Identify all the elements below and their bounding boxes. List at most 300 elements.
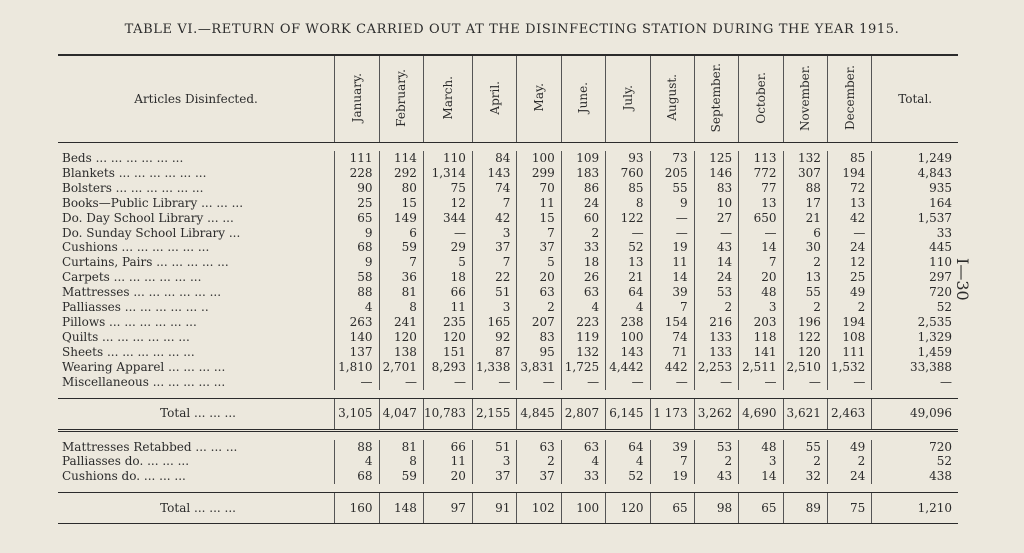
row-label: Pillows ... ... ... ... ... ...	[62, 314, 197, 329]
table-rule	[58, 143, 958, 152]
cell-value: 37	[472, 469, 516, 484]
cell-value: 33	[561, 240, 605, 255]
table-title: TABLE VI.—RETURN OF WORK CARRIED OUT AT THE DISINFECTING STATION DURING THE YEAR 1915.	[124, 22, 900, 37]
cell-value: 7	[650, 300, 694, 315]
cell-value: 6	[783, 226, 827, 241]
cell-value: 83	[694, 181, 738, 196]
cell-value: 160	[335, 493, 379, 524]
cell-value: 8	[379, 454, 423, 469]
cell-value: 24	[827, 469, 871, 484]
cell-value: 7	[650, 454, 694, 469]
row-label: Palliasses ... ... ... ... ... ..	[62, 300, 209, 315]
cell-value: 2	[517, 454, 561, 469]
cell-total: 438	[872, 469, 958, 484]
cell-value: 207	[517, 315, 561, 330]
cell-value: —	[335, 375, 379, 390]
cell-value: 120	[379, 330, 423, 345]
cell-value: 2	[561, 226, 605, 241]
cell-value: 118	[739, 330, 783, 345]
month-label: August.	[665, 74, 680, 121]
cell-value: 7	[472, 196, 516, 211]
cell-value: 10	[694, 196, 738, 211]
cell-value: 72	[827, 181, 871, 196]
cell-value: 55	[650, 181, 694, 196]
header-month	[379, 56, 423, 143]
month-label: November.	[798, 64, 813, 131]
cell-value: 27	[694, 211, 738, 226]
table-row	[58, 469, 958, 484]
cell-value: 39	[650, 440, 694, 455]
cell-value: 5	[517, 255, 561, 270]
cell-value: 216	[694, 315, 738, 330]
cell-value: 4	[606, 300, 650, 315]
cell-total: 33	[872, 226, 958, 241]
cell-value: 19	[650, 240, 694, 255]
cell-value: 11	[423, 300, 472, 315]
cell-total: 164	[872, 196, 958, 211]
cell-total: 1,459	[872, 345, 958, 360]
cell-value: 143	[472, 166, 516, 181]
cell-total: 52	[872, 454, 958, 469]
cell-value: 63	[517, 285, 561, 300]
cell-total: 720	[872, 440, 958, 455]
cell-value: 2,807	[561, 398, 605, 430]
cell-value: —	[827, 226, 871, 241]
table-row	[58, 440, 958, 455]
cell-value: 25	[335, 196, 379, 211]
cell-value: 100	[561, 493, 605, 524]
cell-value: —	[650, 226, 694, 241]
cell-value: 122	[783, 330, 827, 345]
cell-total: 1,329	[872, 330, 958, 345]
cell-value: 148	[379, 493, 423, 524]
cell-value: 2,510	[783, 360, 827, 375]
cell-value: 17	[783, 196, 827, 211]
cell-value: 37	[517, 469, 561, 484]
cell-total: 1,537	[872, 211, 958, 226]
cell-value: —	[606, 226, 650, 241]
cell-value: 194	[827, 166, 871, 181]
cell-value: 26	[561, 270, 605, 285]
cell-value: 93	[606, 151, 650, 166]
header-month	[561, 56, 605, 143]
header-month	[739, 56, 783, 143]
cell-total: —	[872, 375, 958, 390]
table-row	[58, 330, 958, 345]
table-row	[58, 285, 958, 300]
cell-value: 75	[827, 493, 871, 524]
cell-value: 12	[423, 196, 472, 211]
cell-value: 2	[783, 454, 827, 469]
cell-value: 13	[827, 196, 871, 211]
cell-value: 165	[472, 315, 516, 330]
cell-value: 30	[783, 240, 827, 255]
row-label: Do. Sunday School Library ...	[62, 225, 241, 240]
cell-value: 203	[739, 315, 783, 330]
cell-value: 109	[561, 151, 605, 166]
row-label: Carpets ... ... ... ... ... ...	[62, 270, 202, 285]
row-label: Miscellaneous ... ... ... ... ...	[62, 374, 226, 389]
cell-value: 92	[472, 330, 516, 345]
cell-value: 11	[423, 454, 472, 469]
cell-value: 74	[650, 330, 694, 345]
header-month	[423, 56, 472, 143]
cell-value: 196	[783, 315, 827, 330]
month-label: September.	[709, 62, 724, 133]
cell-value: 125	[694, 151, 738, 166]
cell-value: 122	[606, 211, 650, 226]
cell-value: 132	[783, 151, 827, 166]
cell-value: 97	[423, 493, 472, 524]
cell-value: 88	[335, 440, 379, 455]
cell-value: 20	[739, 270, 783, 285]
cell-value: —	[423, 226, 472, 241]
cell-value: 2,701	[379, 360, 423, 375]
cell-value: 4	[561, 300, 605, 315]
cell-value: 43	[694, 469, 738, 484]
header-month	[827, 56, 871, 143]
cell-value: 6,145	[606, 398, 650, 430]
cell-value: 49	[827, 285, 871, 300]
cell-value: 223	[561, 315, 605, 330]
cell-value: 111	[827, 345, 871, 360]
cell-value: 194	[827, 315, 871, 330]
table-rule	[58, 390, 958, 399]
cell-value: 114	[379, 151, 423, 166]
cell-total: 33,388	[872, 360, 958, 375]
cell-value: 6	[379, 226, 423, 241]
cell-total: 935	[872, 181, 958, 196]
cell-value: 37	[472, 240, 516, 255]
cell-value: 307	[783, 166, 827, 181]
month-label: June.	[576, 81, 591, 114]
header-month	[650, 56, 694, 143]
cell-value: —	[739, 226, 783, 241]
cell-value: 772	[739, 166, 783, 181]
cell-value: 3	[739, 454, 783, 469]
cell-value: 205	[650, 166, 694, 181]
cell-value: 3,621	[783, 398, 827, 430]
cell-value: 73	[650, 151, 694, 166]
cell-value: 88	[335, 285, 379, 300]
cell-value: 143	[606, 345, 650, 360]
cell-value: 81	[379, 285, 423, 300]
cell-value: 4	[606, 454, 650, 469]
month-label: July.	[620, 84, 635, 111]
cell-value: 51	[472, 285, 516, 300]
cell-value: 98	[694, 493, 738, 524]
total-row	[58, 398, 958, 430]
cell-value: 13	[783, 270, 827, 285]
cell-value: 24	[561, 196, 605, 211]
disinfection-table	[58, 54, 958, 524]
cell-value: 442	[650, 360, 694, 375]
header-total: Total.	[872, 56, 958, 143]
cell-value: 4,047	[379, 398, 423, 430]
cell-value: 4,845	[517, 398, 561, 430]
cell-value: 83	[517, 330, 561, 345]
cell-value: 13	[606, 255, 650, 270]
cell-value: 77	[739, 181, 783, 196]
cell-value: 51	[472, 440, 516, 455]
table-row	[58, 360, 958, 375]
row-label: Bolsters ... ... ... ... ... ...	[62, 180, 204, 195]
table-rule	[58, 484, 958, 493]
cell-value: 52	[606, 469, 650, 484]
cell-value: 8	[606, 196, 650, 211]
cell-value: 19	[650, 469, 694, 484]
cell-value: 2,463	[827, 398, 871, 430]
cell-value: —	[650, 211, 694, 226]
header-month	[517, 56, 561, 143]
month-label: February.	[394, 68, 409, 127]
cell-value: —	[694, 226, 738, 241]
cell-value: 36	[379, 270, 423, 285]
cell-value: —	[517, 375, 561, 390]
row-label: Cushions ... ... ... ... ... ...	[62, 240, 210, 255]
cell-value: 66	[423, 285, 472, 300]
cell-value: 140	[335, 330, 379, 345]
cell-value: 55	[783, 440, 827, 455]
cell-total: 720	[872, 285, 958, 300]
cell-value: —	[423, 375, 472, 390]
header-month	[783, 56, 827, 143]
cell-value: —	[472, 375, 516, 390]
cell-value: 2	[783, 255, 827, 270]
header-month	[694, 56, 738, 143]
cell-value: —	[606, 375, 650, 390]
row-label: Total ... ... ...	[58, 493, 335, 524]
month-label: December.	[842, 65, 857, 130]
cell-value: 4	[335, 300, 379, 315]
cell-value: 37	[517, 240, 561, 255]
row-label: Blankets ... ... ... ... ... ...	[62, 165, 207, 180]
row-label: Total ... ... ...	[58, 398, 335, 430]
cell-value: 63	[561, 440, 605, 455]
cell-value: 113	[739, 151, 783, 166]
cell-value: 132	[561, 345, 605, 360]
cell-value: 1,810	[335, 360, 379, 375]
cell-value: —	[650, 375, 694, 390]
cell-value: 292	[379, 166, 423, 181]
cell-value: —	[694, 375, 738, 390]
total-row	[58, 493, 958, 524]
cell-value: 33	[561, 469, 605, 484]
cell-value: 111	[335, 151, 379, 166]
cell-value: 1 173	[650, 398, 694, 430]
cell-value: 238	[606, 315, 650, 330]
cell-value: 8	[379, 300, 423, 315]
cell-value: 22	[472, 270, 516, 285]
row-label: Books—Public Library ... ... ...	[62, 195, 244, 210]
cell-value: 20	[517, 270, 561, 285]
cell-value: 59	[379, 469, 423, 484]
cell-value: 75	[423, 181, 472, 196]
cell-value: 3	[739, 300, 783, 315]
table-row	[58, 315, 958, 330]
cell-value: 49	[827, 440, 871, 455]
table-row	[58, 270, 958, 285]
cell-value: 71	[650, 345, 694, 360]
cell-value: 15	[379, 196, 423, 211]
cell-value: 141	[739, 345, 783, 360]
cell-value: 12	[827, 255, 871, 270]
cell-value: 24	[694, 270, 738, 285]
cell-value: 235	[423, 315, 472, 330]
cell-value: 3	[472, 454, 516, 469]
cell-value: 84	[472, 151, 516, 166]
cell-value: 9	[650, 196, 694, 211]
cell-value: 63	[517, 440, 561, 455]
cell-value: 120	[783, 345, 827, 360]
cell-total: 1,249	[872, 151, 958, 166]
cell-value: 149	[379, 211, 423, 226]
cell-value: 8,293	[423, 360, 472, 375]
cell-value: 32	[783, 469, 827, 484]
cell-value: 11	[517, 196, 561, 211]
row-label: Wearing Apparel ... ... ... ...	[62, 359, 226, 374]
cell-value: —	[561, 375, 605, 390]
header-articles: Articles Disinfected.	[58, 56, 335, 143]
cell-value: 2	[694, 454, 738, 469]
header-row	[58, 56, 958, 143]
cell-value: 86	[561, 181, 605, 196]
cell-total: 52	[872, 300, 958, 315]
cell-value: 760	[606, 166, 650, 181]
header-month	[472, 56, 516, 143]
table-row	[58, 240, 958, 255]
table-row	[58, 454, 958, 469]
cell-value: 263	[335, 315, 379, 330]
cell-value: 133	[694, 345, 738, 360]
cell-value: 53	[694, 285, 738, 300]
cell-value: 60	[561, 211, 605, 226]
cell-value: —	[379, 375, 423, 390]
table-row	[58, 300, 958, 315]
cell-value: 3,262	[694, 398, 738, 430]
cell-value: 1,338	[472, 360, 516, 375]
cell-value: 9	[335, 226, 379, 241]
cell-value: 20	[423, 469, 472, 484]
cell-value: 15	[517, 211, 561, 226]
cell-value: 66	[423, 440, 472, 455]
cell-value: 81	[379, 440, 423, 455]
cell-value: 228	[335, 166, 379, 181]
cell-value: 14	[739, 469, 783, 484]
cell-value: 100	[517, 151, 561, 166]
cell-value: 18	[561, 255, 605, 270]
cell-value: 1,725	[561, 360, 605, 375]
cell-value: 5	[423, 255, 472, 270]
cell-value: 13	[739, 196, 783, 211]
cell-value: 18	[423, 270, 472, 285]
cell-value: —	[827, 375, 871, 390]
cell-value: 95	[517, 345, 561, 360]
row-label: Do. Day School Library ... ...	[62, 210, 234, 225]
cell-value: 151	[423, 345, 472, 360]
cell-value: 108	[827, 330, 871, 345]
cell-value: 88	[783, 181, 827, 196]
cell-value: 154	[650, 315, 694, 330]
cell-value: 64	[606, 440, 650, 455]
cell-value: 299	[517, 166, 561, 181]
cell-value: 85	[606, 181, 650, 196]
cell-value: 42	[827, 211, 871, 226]
cell-value: 2	[783, 300, 827, 315]
cell-value: 55	[783, 285, 827, 300]
cell-total: 49,096	[872, 398, 958, 430]
table-row	[58, 211, 958, 226]
row-label: Mattresses ... ... ... ... ... ...	[62, 285, 222, 300]
cell-value: 68	[335, 469, 379, 484]
cell-value: 65	[335, 211, 379, 226]
cell-value: 2,253	[694, 360, 738, 375]
cell-value: 9	[335, 255, 379, 270]
cell-value: 21	[783, 211, 827, 226]
cell-value: 137	[335, 345, 379, 360]
cell-total: 297	[872, 270, 958, 285]
cell-value: 91	[472, 493, 516, 524]
cell-value: 3,831	[517, 360, 561, 375]
month-label: May.	[532, 83, 547, 112]
cell-value: 119	[561, 330, 605, 345]
cell-value: 4,690	[739, 398, 783, 430]
cell-value: 14	[739, 240, 783, 255]
cell-value: 63	[561, 285, 605, 300]
cell-value: 4	[561, 454, 605, 469]
cell-value: 4,442	[606, 360, 650, 375]
cell-value: 25	[827, 270, 871, 285]
cell-value: 2	[694, 300, 738, 315]
cell-value: 7	[472, 255, 516, 270]
cell-value: 59	[379, 240, 423, 255]
cell-value: 87	[472, 345, 516, 360]
cell-value: 7	[517, 226, 561, 241]
cell-value: 68	[335, 240, 379, 255]
cell-value: 52	[606, 240, 650, 255]
cell-value: 14	[650, 270, 694, 285]
cell-value: 7	[739, 255, 783, 270]
cell-value: 2	[827, 300, 871, 315]
row-label: Quilts ... ... ... ... ... ...	[62, 329, 190, 344]
month-label: March.	[440, 75, 455, 120]
table-row	[58, 196, 958, 211]
cell-value: 24	[827, 240, 871, 255]
cell-total: 1,210	[872, 493, 958, 524]
table-row	[58, 255, 958, 270]
cell-value: 133	[694, 330, 738, 345]
cell-value: 74	[472, 181, 516, 196]
cell-value: 10,783	[423, 398, 472, 430]
cell-value: 65	[650, 493, 694, 524]
cell-value: 7	[379, 255, 423, 270]
cell-total: 110	[872, 255, 958, 270]
cell-value: 3	[472, 300, 516, 315]
cell-value: 70	[517, 181, 561, 196]
cell-value: 90	[335, 181, 379, 196]
cell-value: 100	[606, 330, 650, 345]
cell-value: 65	[739, 493, 783, 524]
cell-value: 39	[650, 285, 694, 300]
cell-value: 89	[783, 493, 827, 524]
table-row	[58, 226, 958, 241]
cell-value: 120	[606, 493, 650, 524]
table-row	[58, 345, 958, 360]
cell-value: 29	[423, 240, 472, 255]
cell-value: 1,532	[827, 360, 871, 375]
cell-value: 43	[694, 240, 738, 255]
cell-value: 1,314	[423, 166, 472, 181]
